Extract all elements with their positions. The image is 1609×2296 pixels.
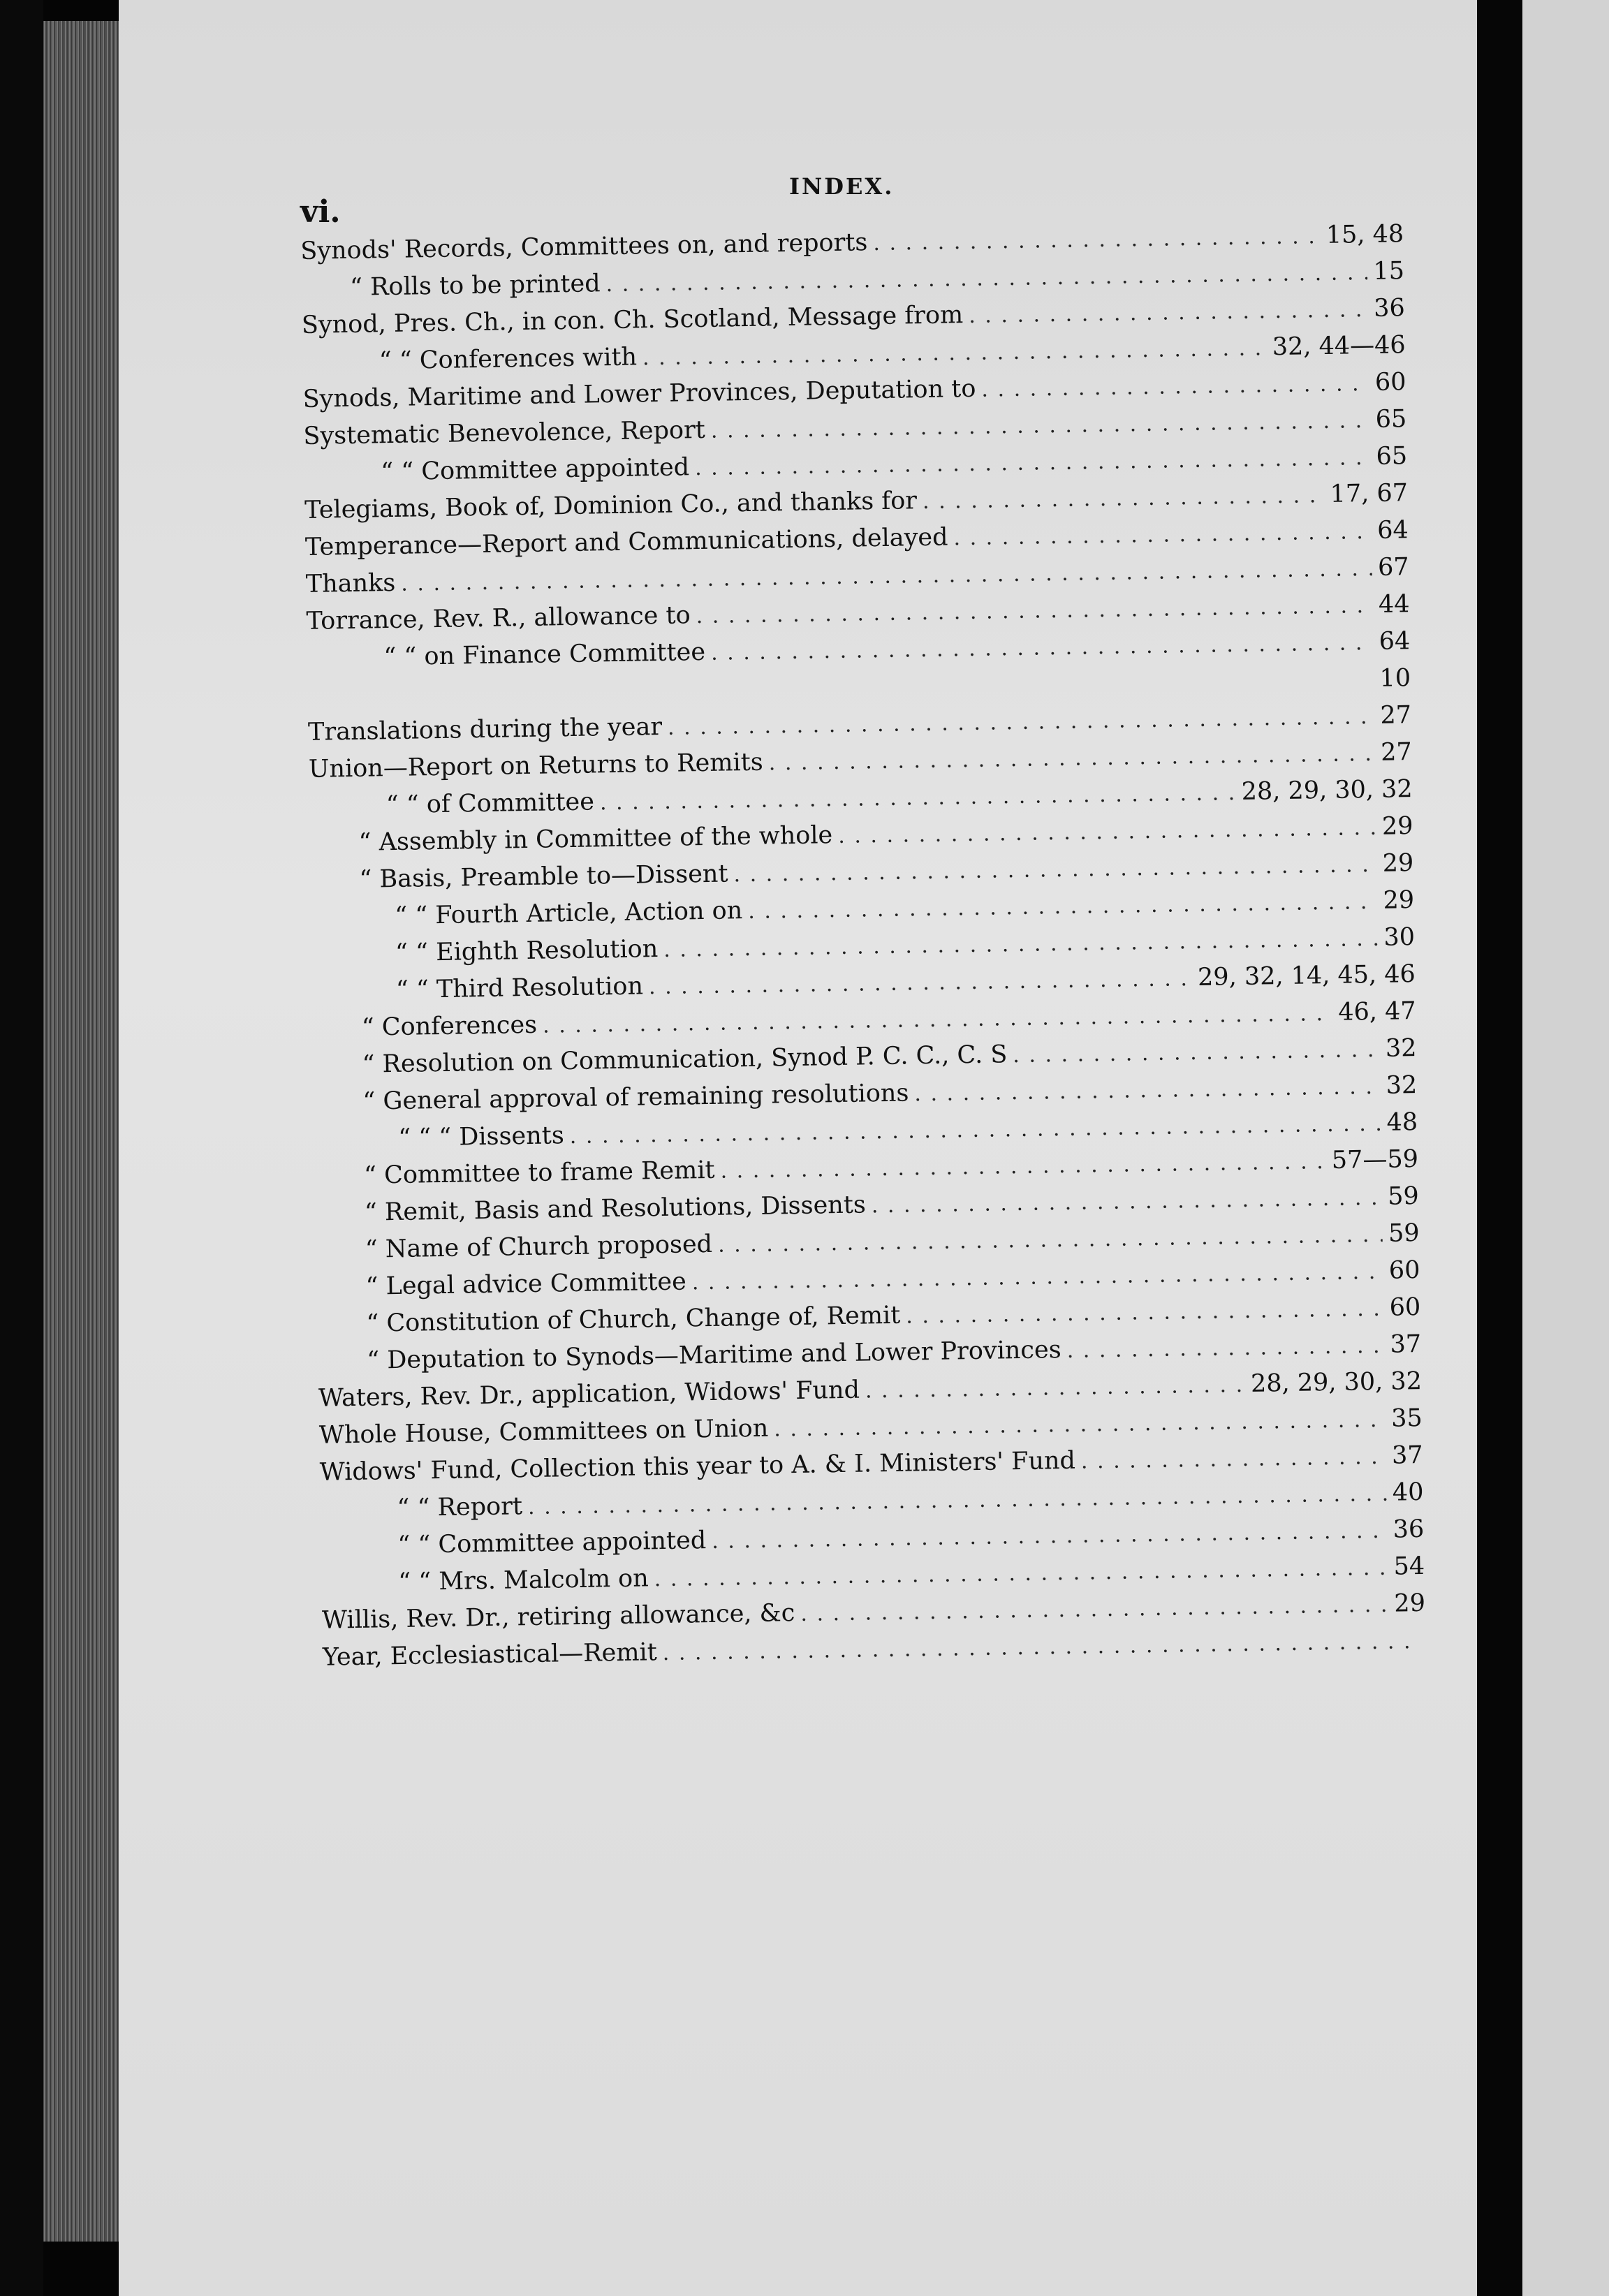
index-entry-pages: 29, 32, 14, 45, 46 bbox=[1197, 960, 1416, 992]
index-entry-text: Torrance, Rev. R., allowance to bbox=[306, 601, 691, 635]
index-entry-pages: 64 bbox=[1376, 516, 1409, 545]
index-entry-pages: 27 bbox=[1380, 738, 1413, 767]
dot-leader bbox=[914, 1075, 1381, 1106]
index-entry-pages: 35 bbox=[1390, 1404, 1423, 1433]
index-entry-text: Waters, Rev. Dr., application, Widows' Fund bbox=[318, 1376, 860, 1413]
dot-leader bbox=[873, 224, 1321, 256]
index-entry-text: “ General approval of remaining resolutions bbox=[362, 1079, 909, 1116]
dot-leader bbox=[642, 336, 1267, 370]
index-entry-pages: 32 bbox=[1386, 1071, 1418, 1100]
page-number: vi. bbox=[300, 194, 341, 230]
index-entry-pages: 15 bbox=[1373, 257, 1405, 286]
index-entry-text: “ “ “ Dissents bbox=[397, 1121, 565, 1152]
index-entry-text: “ “ Mrs. Malcolm on bbox=[397, 1564, 649, 1597]
dot-leader bbox=[906, 1297, 1384, 1329]
index-entry-text: “ “ Conferences with bbox=[379, 343, 638, 376]
index-entry-pages: 28, 29, 30, 32 bbox=[1250, 1367, 1423, 1398]
index-entry-pages: 57—59 bbox=[1331, 1145, 1419, 1175]
index-entry-pages: 64 bbox=[1379, 627, 1411, 656]
index-entry-text: Union—Report on Returns to Remits bbox=[308, 748, 764, 783]
index-entry-text: “ “ Fourth Article, Action on bbox=[394, 897, 743, 930]
index-entry-pages: 65 bbox=[1376, 442, 1408, 471]
index-entry-pages: 10 bbox=[1379, 664, 1411, 693]
index-entry-text: “ Legal advice Committee bbox=[365, 1267, 687, 1301]
index-entry-pages: 29 bbox=[1394, 1589, 1426, 1618]
index-entry-pages: 46, 47 bbox=[1337, 997, 1416, 1026]
index-entry-pages: 28, 29, 30, 32 bbox=[1241, 775, 1413, 806]
index-entry-text: “ “ on Finance Committee bbox=[383, 638, 706, 672]
index-entry-text: “ Conferences bbox=[361, 1010, 538, 1042]
dot-leader bbox=[872, 1186, 1383, 1218]
index-entry-pages: 67 bbox=[1377, 553, 1409, 582]
running-head: INDEX. bbox=[789, 173, 895, 200]
index-entry-text: Telegiams, Book of, Dominion Co., and thanks for bbox=[304, 487, 918, 524]
dot-leader bbox=[953, 520, 1372, 550]
dot-leader bbox=[800, 1593, 1389, 1626]
index-entry-text: “ “ Committee appointed bbox=[397, 1526, 707, 1560]
index-entry-pages: 59 bbox=[1388, 1219, 1420, 1248]
index-entry-pages: 27 bbox=[1380, 701, 1412, 730]
index-entries bbox=[300, 220, 1426, 1681]
dot-leader bbox=[720, 1149, 1326, 1184]
dot-leader bbox=[748, 890, 1378, 924]
index-entry-text: Widows' Fund, Collection this year to A. & I. Ministers' Fund bbox=[319, 1446, 1076, 1487]
index-entry-text: “ Constitution of Church, Change of, Remit bbox=[366, 1301, 901, 1338]
index-entry-text: “ “ Third Resolution bbox=[395, 972, 644, 1004]
index-entry-text: “ Committee to frame Remit bbox=[363, 1156, 715, 1190]
index-entry-pages: 65 bbox=[1375, 405, 1407, 434]
page-edges bbox=[43, 21, 120, 2242]
index-entry-pages: 36 bbox=[1373, 294, 1406, 323]
dot-leader bbox=[969, 297, 1369, 328]
page-header bbox=[300, 173, 1390, 230]
dot-leader bbox=[1013, 1038, 1380, 1068]
index-entry-text: “ “ Eighth Resolution bbox=[395, 935, 659, 967]
index-entry-pages: 54 bbox=[1393, 1552, 1425, 1581]
dot-leader bbox=[1066, 1334, 1384, 1363]
index-entry-pages: 60 bbox=[1388, 1256, 1420, 1285]
index-entry-text: Translations during the year bbox=[307, 712, 663, 746]
index-entry-pages: 29 bbox=[1383, 886, 1415, 915]
index-entry-pages: 29 bbox=[1381, 812, 1413, 841]
dot-leader bbox=[649, 966, 1193, 999]
dot-leader bbox=[838, 816, 1376, 848]
index-entry-pages: 15, 48 bbox=[1325, 220, 1404, 249]
index-entry-pages: 59 bbox=[1387, 1182, 1420, 1211]
index-entry-text: Thanks bbox=[305, 568, 396, 598]
dot-leader bbox=[981, 371, 1369, 402]
index-entry-text: “ Rolls to be printed bbox=[349, 270, 601, 302]
index-entry-pages: 17, 67 bbox=[1330, 479, 1409, 508]
dot-leader bbox=[733, 853, 1377, 887]
index-entry-pages: 44 bbox=[1378, 590, 1410, 619]
dot-leader bbox=[923, 483, 1325, 514]
index-entry-text: “ “ Committee appointed bbox=[380, 453, 690, 487]
index-entry-text: Systematic Benevolence, Report bbox=[303, 415, 706, 450]
index-entry-text: “ Remit, Basis and Resolutions, Dissents bbox=[364, 1191, 867, 1227]
left-binding-shadow bbox=[0, 0, 43, 2296]
index-entry-pages: 32, 44—46 bbox=[1272, 331, 1406, 362]
index-entry-text: Temperance—Report and Communications, delayed bbox=[304, 523, 948, 561]
index-entry-text: Whole House, Committees on Union bbox=[318, 1414, 769, 1450]
index-entry-text: “ Name of Church proposed bbox=[365, 1230, 713, 1264]
dot-leader bbox=[865, 1373, 1246, 1404]
index-entry-text: Synod, Pres. Ch., in con. Ch. Scotland, Message from bbox=[301, 301, 964, 339]
index-entry-text: “ “ Report bbox=[397, 1492, 523, 1523]
index-entry-text: “ Assembly in Committee of the whole bbox=[358, 821, 833, 857]
dot-leader bbox=[600, 781, 1236, 815]
index-entry-pages: 40 bbox=[1392, 1478, 1424, 1507]
index-entry-text: “ Basis, Preamble to—Dissent bbox=[359, 860, 728, 894]
index-entry-pages: 30 bbox=[1383, 923, 1416, 952]
index-entry-pages: 37 bbox=[1391, 1441, 1423, 1470]
index-entry-pages: 36 bbox=[1393, 1515, 1425, 1544]
facing-page-edge bbox=[1522, 0, 1609, 2296]
dot-leader bbox=[774, 1408, 1386, 1442]
dot-leader bbox=[1081, 1445, 1387, 1474]
index-entry-text: “ “ of Committee bbox=[385, 788, 595, 820]
index-entry-text: Willis, Rev. Dr., retiring allowance, &c bbox=[321, 1599, 795, 1635]
index-entry-pages: 60 bbox=[1374, 368, 1406, 397]
index-entry-pages: 29 bbox=[1382, 849, 1414, 878]
index-entry-text: “ Deputation to Synods—Maritime and Lower Provinces bbox=[366, 1336, 1061, 1375]
index-entry-text: Year, Ecclesiastical—Remit bbox=[322, 1638, 658, 1672]
index-entry-pages: 48 bbox=[1386, 1108, 1418, 1137]
index-entry-pages: 37 bbox=[1390, 1330, 1422, 1359]
index-entry-text: Synods' Records, Committees on, and reports bbox=[300, 228, 868, 265]
index-entry-pages: 32 bbox=[1385, 1034, 1417, 1063]
index-entry-text: Synods, Maritime and Lower Provinces, Deputation to bbox=[302, 374, 976, 413]
gutter-shadow bbox=[1477, 0, 1522, 2296]
dot-leader bbox=[768, 742, 1375, 776]
index-entry-text: “ Resolution on Communication, Synod P. C. C., C. S bbox=[362, 1040, 1008, 1079]
index-entry-pages: 60 bbox=[1389, 1293, 1421, 1322]
